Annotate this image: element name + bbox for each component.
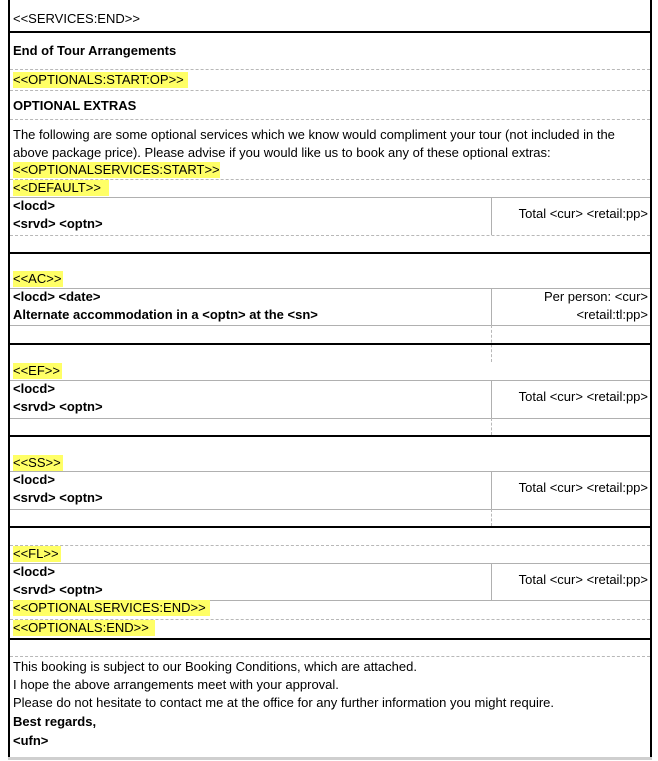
signature-ufn: <ufn>	[13, 733, 49, 748]
row-divider	[10, 197, 650, 198]
fl-srvd: <srvd> <optn>	[13, 582, 103, 597]
ss-total: Total <cur> <retail:pp>	[518, 480, 648, 495]
fl-total: Total <cur> <retail:pp>	[518, 572, 648, 587]
ss-srvd: <srvd> <optn>	[13, 490, 103, 505]
column-divider	[491, 380, 492, 418]
row-divider	[10, 563, 650, 564]
ef-tag: <<EF>>	[13, 363, 60, 378]
ac-locd-date: <locd> <date>	[13, 289, 101, 304]
ac-per-person: Per person: <cur>	[543, 289, 648, 304]
default-srvd: <srvd> <optn>	[13, 216, 103, 231]
row-divider	[10, 380, 650, 381]
section-rule	[10, 31, 650, 33]
services-end-tag: <<SERVICES:END>>	[13, 11, 140, 26]
row-divider	[10, 418, 650, 419]
column-divider	[491, 418, 492, 435]
ss-locd: <locd>	[13, 472, 55, 487]
row-divider	[10, 509, 650, 510]
section-rule	[10, 526, 650, 528]
row-divider	[10, 69, 650, 70]
row-divider	[10, 656, 650, 657]
column-divider	[491, 509, 492, 526]
row-divider	[10, 471, 650, 472]
column-divider	[491, 197, 492, 235]
default-locd: <locd>	[13, 198, 55, 213]
default-total: Total <cur> <retail:pp>	[518, 206, 648, 221]
row-divider	[10, 235, 650, 236]
ef-srvd: <srvd> <optn>	[13, 399, 103, 414]
row-divider	[10, 545, 650, 546]
ss-tag: <<SS>>	[13, 455, 61, 470]
end-of-tour-title: End of Tour Arrangements	[13, 43, 177, 58]
page-bottom-edge	[8, 757, 652, 760]
intro-line-2: above package price). Please advise if you would like us to book any of these optional extras:	[13, 145, 551, 160]
column-divider	[491, 563, 492, 600]
section-rule	[10, 638, 650, 640]
optionals-end-tag: <<OPTIONALS:END>>	[13, 620, 155, 636]
booking-conditions-text: This booking is subject to our Booking Conditions, which are attached.	[13, 659, 417, 674]
best-regards: Best regards,	[13, 714, 97, 729]
row-divider	[10, 90, 650, 91]
fl-tag: <<FL>>	[13, 546, 59, 561]
default-tag: <<DEFAULT>>	[13, 180, 109, 196]
column-divider	[491, 288, 492, 326]
row-divider	[10, 119, 650, 120]
ac-tag: <<AC>>	[13, 271, 62, 286]
ac-retail: <retail:tl:pp>	[576, 307, 648, 322]
optional-extras-title: OPTIONAL EXTRAS	[13, 98, 137, 113]
approval-text: I hope the above arrangements meet with your approval.	[13, 677, 339, 692]
section-rule	[10, 435, 650, 437]
column-divider	[491, 471, 492, 509]
section-rule	[10, 343, 650, 345]
ef-locd: <locd>	[13, 381, 55, 396]
contact-text: Please do not hesitate to contact me at the office for any further information you might require.	[13, 695, 555, 710]
optionals-start-tag: <<OPTIONALS:START:OP>>	[13, 72, 188, 88]
row-divider	[10, 325, 650, 326]
fl-locd: <locd>	[13, 564, 55, 579]
ac-alternate-accommodation: Alternate accommodation in a <optn> at the <sn>	[13, 307, 318, 322]
document-page	[8, 0, 652, 757]
optionalservices-end-tag: <<OPTIONALSERVICES:END>>	[13, 600, 210, 616]
ef-total: Total <cur> <retail:pp>	[518, 389, 648, 404]
optionalservices-start-tag: <<OPTIONALSERVICES:START>>	[13, 162, 220, 177]
section-rule	[10, 252, 650, 254]
intro-line-1: The following are some optional services which we know would compliment your tour (not included in the	[13, 127, 615, 142]
